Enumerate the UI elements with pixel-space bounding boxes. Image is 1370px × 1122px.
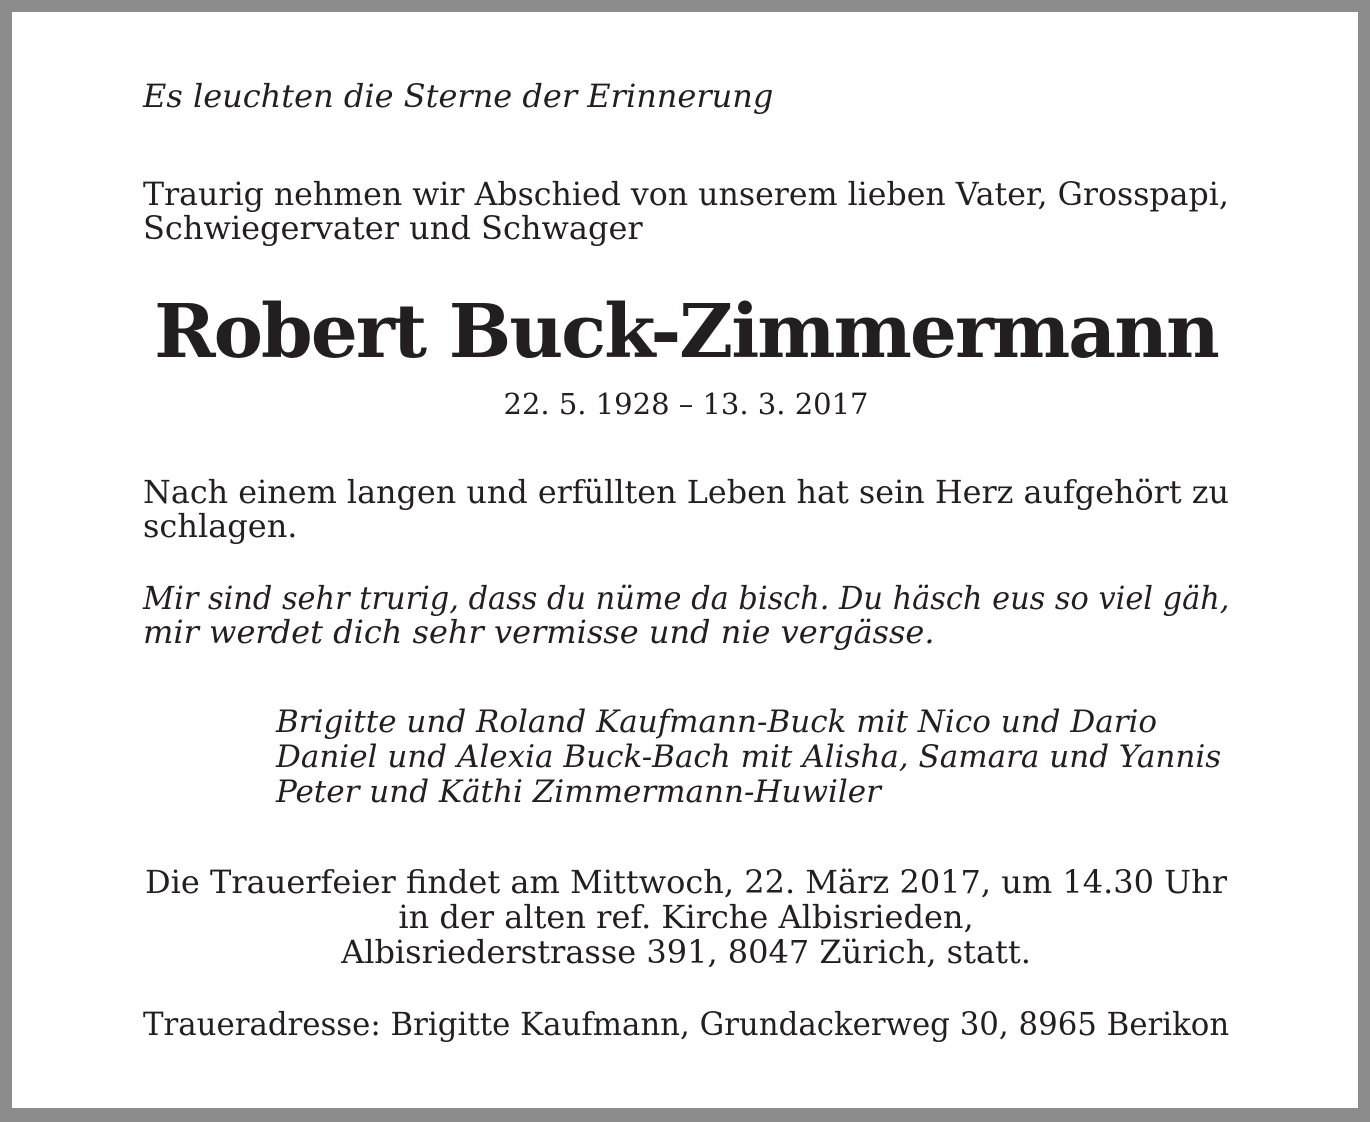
deceased-name: Robert Buck-Zimmermann — [154, 289, 1218, 375]
mourning-address: Traueradresse: Brigitte Kaufmann, Grundackerweg 30, 8965 Berikon — [143, 1005, 1230, 1043]
ceremony-line-2: in der alten ref. Kirche Albisrieden, — [398, 898, 974, 936]
message-line-2: schlagen. — [143, 507, 298, 545]
dialect-quote-line-1: Mir sind sehr trurig, dass du nüme da bisch. Du häsch eus so viel gäh, — [143, 579, 1230, 617]
mourner-line-2: Daniel und Alexia Buck-Bach mit Alisha, Samara und Yannis — [276, 739, 1222, 775]
intro-line-1: Traurig nehmen wir Abschied von unserem lieben Vater, Grosspapi, — [143, 175, 1229, 213]
mourner-line-1: Brigitte und Roland Kaufmann-Buck mit Nico und Dario — [276, 704, 1158, 740]
mourner-line-3: Peter und Käthi Zimmermann-Huwiler — [276, 774, 881, 810]
dialect-quote-line-2: mir werdet dich sehr vermisse und nie vergässe. — [143, 613, 935, 651]
message-line-1: Nach einem langen und erfüllten Leben hat sein Herz aufgehört zu — [143, 473, 1230, 511]
intro-line-2: Schwiegervater und Schwager — [143, 209, 643, 247]
motto: Es leuchten die Sterne der Erinnerung — [143, 77, 774, 115]
ceremony-line-1: Die Trauerfeier findet am Mittwoch, 22. März 2017, um 14.30 Uhr — [144, 863, 1228, 901]
obituary-notice — [12, 12, 1358, 1108]
ceremony-line-3: Albisriederstrasse 391, 8047 Zürich, statt. — [341, 933, 1031, 971]
deceased-dates: 22. 5. 1928 – 13. 3. 2017 — [503, 387, 869, 421]
